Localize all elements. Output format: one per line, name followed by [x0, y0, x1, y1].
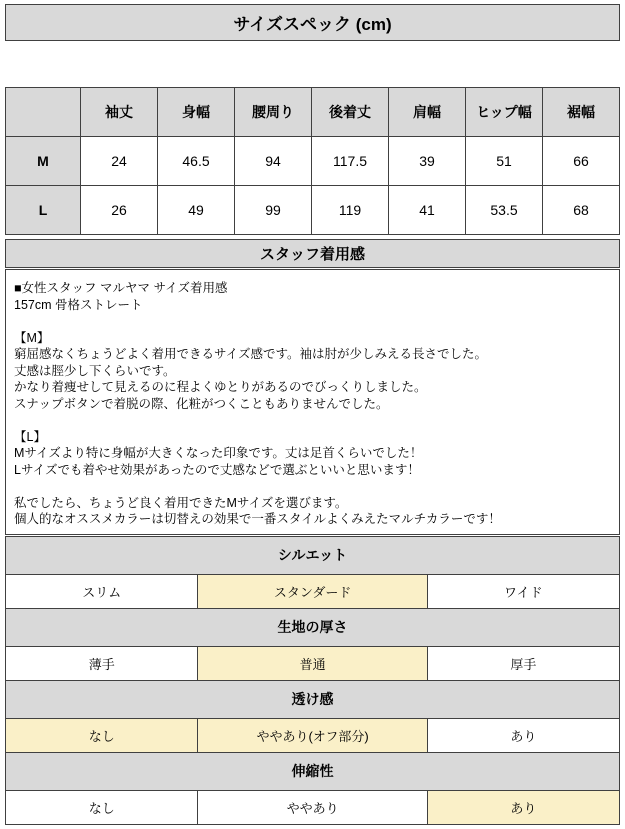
size-value: 66 — [543, 137, 620, 186]
staff-fit-section-header: スタッフ着用感 — [5, 239, 620, 268]
attribute-option-slight-off-part: ややあり(オフ部分) — [198, 719, 427, 752]
attribute-options-row — [5, 791, 620, 825]
comment-line: ■女性スタッフ マルヤマ サイズ着用感 — [14, 281, 228, 295]
attribute-option-none: なし — [6, 791, 198, 824]
size-value: 26 — [81, 186, 158, 235]
row-label-m: M — [6, 137, 81, 186]
attribute-group-sheerness — [5, 680, 620, 753]
size-value: 51 — [466, 137, 543, 186]
size-table-corner-cell — [6, 88, 81, 137]
size-value: 68 — [543, 186, 620, 235]
size-table-header-row — [6, 88, 620, 137]
column-header-body-width: 身幅 — [158, 88, 235, 137]
size-table — [5, 87, 620, 235]
column-header-waist: 腰周り — [235, 88, 312, 137]
attribute-option-thin: 薄手 — [6, 647, 198, 680]
size-value: 39 — [389, 137, 466, 186]
attribute-option-standard: スタンダード — [198, 575, 427, 608]
attribute-options-row — [5, 647, 620, 681]
staff-fit-comments — [5, 269, 620, 535]
attribute-header-stretch: 伸縮性 — [5, 752, 620, 791]
size-value: 49 — [158, 186, 235, 235]
comment-line: スナップボタンで着脱の際、化粧がつくこともありませんでした。 — [14, 396, 389, 411]
comment-line: 【L】 — [14, 429, 46, 444]
attribute-group-fabric-thickness — [5, 608, 620, 681]
comment-line: 個人的なオススメカラーは切替えの効果で一番スタイルよくみえたマルチカラーです！ — [14, 512, 501, 526]
column-header-shoulder-width: 肩幅 — [389, 88, 466, 137]
comment-line: 【M】 — [14, 330, 50, 345]
attribute-option-slight: ややあり — [198, 791, 427, 824]
attribute-options-row — [5, 575, 620, 609]
attribute-group-stretch — [5, 752, 620, 825]
attribute-group-silhouette — [5, 536, 620, 609]
attribute-header-sheerness: 透け感 — [5, 680, 620, 719]
comment-line: 私でしたら、ちょうど良く着用できたMサイズを選びます。 — [14, 495, 348, 510]
size-value: 94 — [235, 137, 312, 186]
row-label-l: L — [6, 186, 81, 235]
attribute-option-yes: あり — [428, 791, 619, 824]
attribute-rating-section — [5, 536, 620, 825]
comment-line: 丈感は脛少し下くらいです。 — [14, 363, 176, 378]
attribute-options-row — [5, 719, 620, 753]
column-header-hem-width: 裾幅 — [543, 88, 620, 137]
comment-line — [14, 313, 611, 330]
size-row-l — [6, 186, 620, 235]
attribute-header-silhouette: シルエット — [5, 536, 620, 575]
column-header-hip-width: ヒップ幅 — [466, 88, 543, 137]
comment-line: 窮屈感なくちょうどよく着用できるサイズ感です。袖は肘が少しみえる長さでした。 — [14, 347, 488, 361]
comment-line: 157cm 骨格ストレート — [14, 297, 143, 312]
comment-line: Lサイズでも着やせ効果があったので丈感などで選ぶといいと思います！ — [14, 462, 420, 477]
attribute-option-slim: スリム — [6, 575, 198, 608]
attribute-header-fabric-thickness: 生地の厚さ — [5, 608, 620, 647]
attribute-option-thick: 厚手 — [428, 647, 619, 680]
size-value: 24 — [81, 137, 158, 186]
attribute-option-yes: あり — [428, 719, 619, 752]
size-value: 119 — [312, 186, 389, 235]
column-header-sleeve-length: 袖丈 — [81, 88, 158, 137]
size-value: 41 — [389, 186, 466, 235]
size-value: 117.5 — [312, 137, 389, 186]
comment-line — [14, 412, 611, 429]
size-row-m — [6, 137, 620, 186]
size-value: 46.5 — [158, 137, 235, 186]
attribute-option-normal: 普通 — [198, 647, 427, 680]
column-header-back-length: 後着丈 — [312, 88, 389, 137]
spacer — [5, 41, 620, 87]
size-value: 99 — [235, 186, 312, 235]
attribute-option-wide: ワイド — [428, 575, 619, 608]
attribute-option-none: なし — [6, 719, 198, 752]
size-value: 53.5 — [466, 186, 543, 235]
comment-line — [14, 478, 611, 495]
page-title: サイズスペック (cm) — [5, 4, 620, 41]
comment-line: かなり着痩せして見えるのに程よくゆとりがあるのでびっくりしました。 — [14, 380, 427, 394]
comment-line: Mサイズより特に身幅が大きくなった印象です。丈は足首くらいでした！ — [14, 446, 423, 460]
